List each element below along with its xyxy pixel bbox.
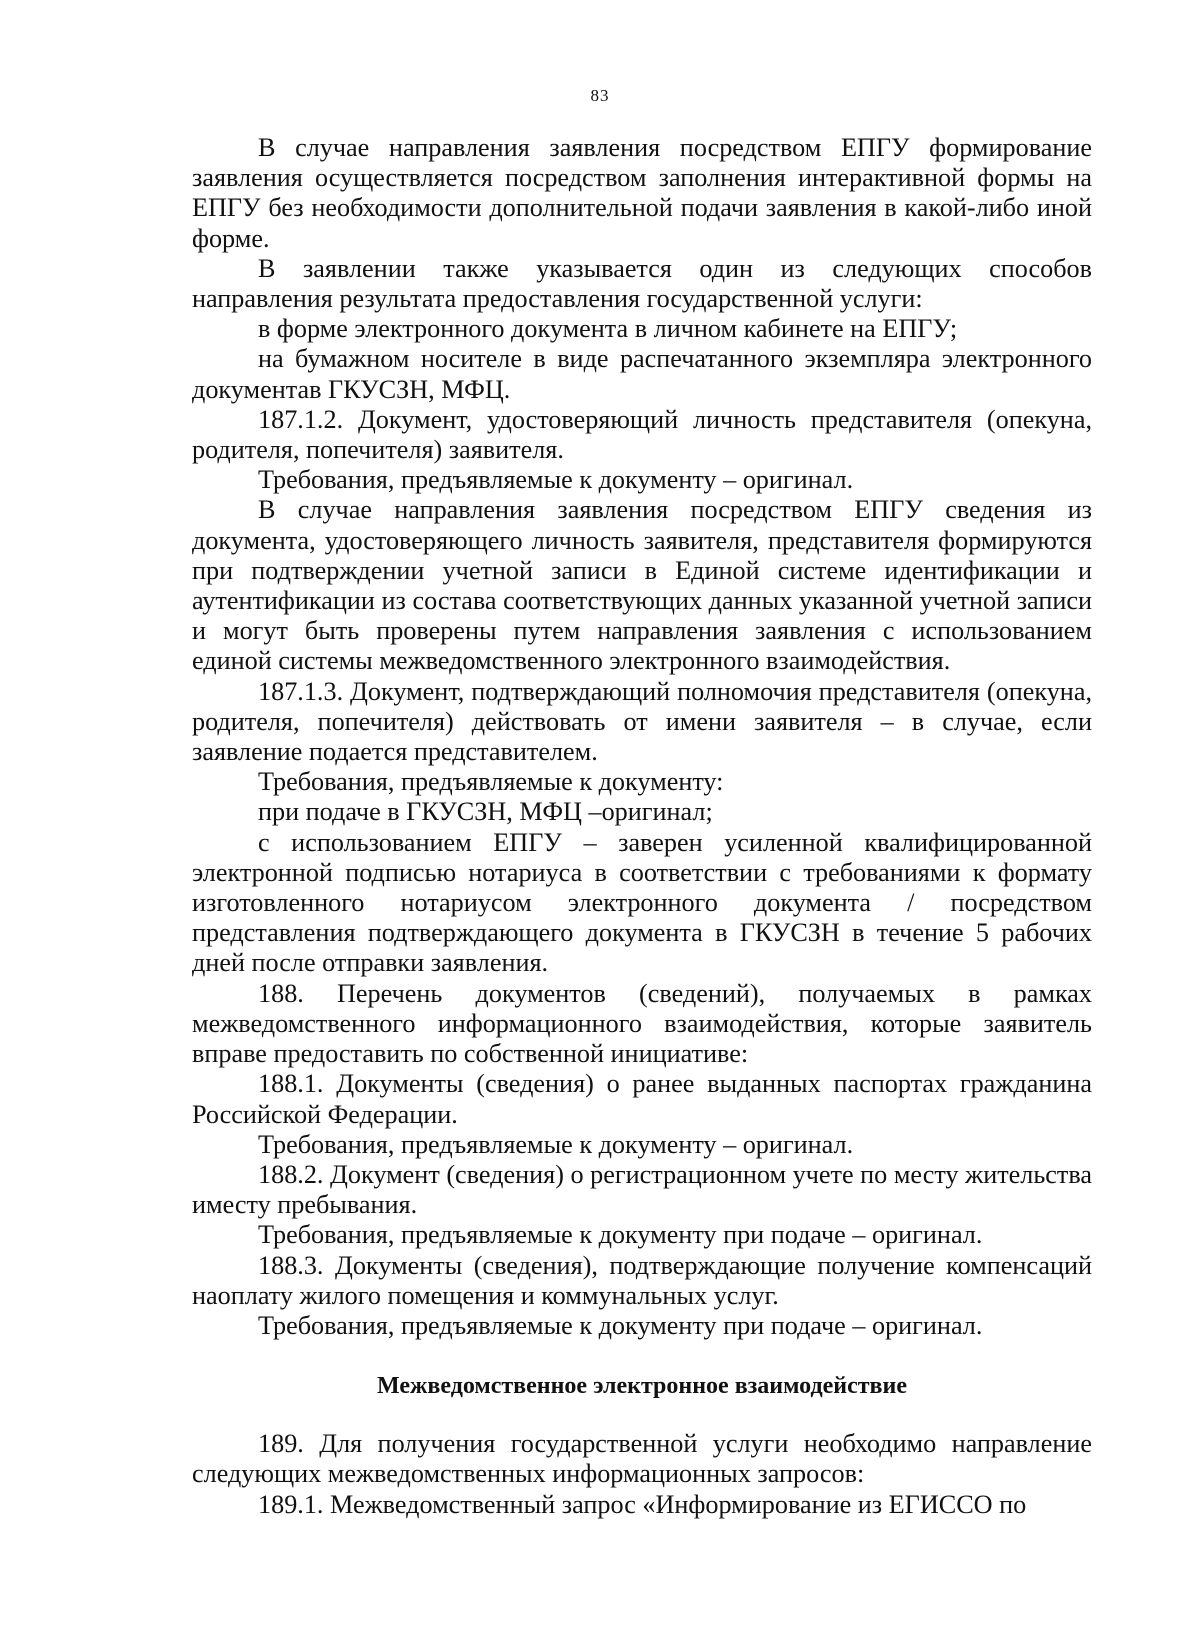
list-item: в форме электронного документа в личном кабинете на ЕПГУ;	[258, 314, 958, 344]
list-item: на бумажном носителе в виде распечатанного экземпляра электронного документав ГКУСЗН, МФЦ.	[192, 344, 1092, 404]
page-number: 83	[590, 86, 610, 105]
paragraph: В случае направления заявления посредством ЕПГУ сведения из документа, удостоверяющего личность заявителя, представителя формируются при подтверждении учетной записи в Единой системе идентификации и аутентификации из состава соответствующих данных указанной учетной записи и могут быть проверены путем направления заявления с использованием единой системы межведомственного электронного взаимодействия.	[192, 495, 1092, 676]
requirements-paragraph: Требования, предъявляемые к документу при подаче – оригинал.	[258, 1310, 983, 1340]
requirements-paragraph: Требования, предъявляемые к документу – оригинал.	[258, 1129, 854, 1159]
section-heading: Межведомственное электронное взаимодействие	[377, 1373, 907, 1400]
clause-188-1: 188.1. Документы (сведения) о ранее выданных паспортах гражданина Российской Федерации.	[192, 1069, 1092, 1129]
clause-188-3: 188.3. Документы (сведения), подтверждающие получение компенсаций наоплату жилого помещения и коммунальных услуг.	[192, 1250, 1092, 1310]
clause-187-1-3: 187.1.3. Документ, подтверждающий полномочия представителя (опекуна, родителя, попечителя) действовать от имени заявителя – в случае, если заявление подается представителем.	[192, 676, 1092, 767]
list-item: при подаче в ГКУСЗН, МФЦ –оригинал;	[258, 797, 713, 827]
clause-187-1-2: 187.1.2. Документ, удостоверяющий личность представителя (опекуна, родителя, попечителя) заявителя.	[192, 404, 1092, 465]
clause-188-2: 188.2. Документ (сведения) о регистрационном учете по месту жительства иместу пребывания.	[192, 1159, 1092, 1220]
paragraph: В случае направления заявления посредством ЕПГУ формирование заявления осуществляется посредством заполнения интерактивной формы на ЕПГУ без необходимости дополнительной подачи заявления в какой-либо иной форме.	[192, 133, 1092, 253]
document-body	[192, 133, 1092, 1520]
paragraph: В заявлении также указывается один из следующих способов направления результата предоставления государственной услуги:	[192, 253, 1092, 314]
list-item: с использованием ЕПГУ – заверен усиленной квалифицированной электронной подписью нотариуса в соответствии с требованиями к формату изготовленного нотариусом электронного документа / посредством представления подтверждающего документа в ГКУСЗН в течение 5 рабочих дней после отправки заявления.	[192, 827, 1092, 978]
requirements-paragraph: Требования, предъявляемые к документу при подаче – оригинал.	[258, 1220, 983, 1250]
clause-189: 189. Для получения государственной услуги необходимо направление следующих межведомственных информационных запросов:	[192, 1429, 1092, 1489]
clause-189-1: 189.1. Межведомственный запрос «Информирование из ЕГИССО по	[258, 1489, 1027, 1519]
requirements-paragraph: Требования, предъявляемые к документу:	[258, 767, 724, 797]
clause-188: 188. Перечень документов (сведений), получаемых в рамках межведомственного информационного взаимодействия, которые заявитель вправе предоставить по собственной инициативе:	[192, 978, 1092, 1069]
requirements-paragraph: Требования, предъявляемые к документу – оригинал.	[258, 465, 854, 495]
